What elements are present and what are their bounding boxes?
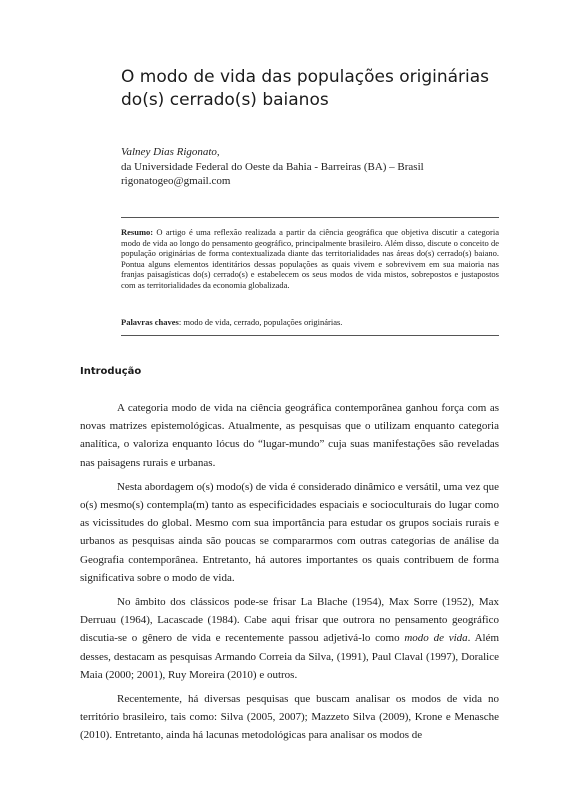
- body-text: [80, 399, 499, 751]
- paper-title: O modo de vida das populações originárias do(s) cerrado(s) baianos: [121, 67, 490, 110]
- section-heading-introduction: Introdução: [80, 366, 142, 377]
- author-name: Valney Dias Rigonato,: [121, 146, 220, 158]
- paragraph-3: [80, 593, 499, 684]
- author-affiliation: da Universidade Federal do Oeste da Bahia - Barreiras (BA) – Brasil: [121, 160, 424, 173]
- abstract-text: O artigo é uma reflexão realizada a partir da ciência geográfica que objetiva discutir a categoria modo de vida ao longo do pensamento geográfico, principalmente brasileiro. Além disso, discute o conceito de população originárias de forma contextualizada diante das territorialidades nas áreas do(s) cerrado(s) baiano. Pontua alguns elementos identitários dessas populações as quais vivem e sobrevivem em sua maioria nas franjas paisagísticas do(s) cerrado(s) e estabelecem os seus modos de vida mistos, sobrepostos e justapostos com as territorialidades da economia globalizada.: [121, 227, 499, 290]
- keywords-label: Palavras chaves: [121, 317, 179, 327]
- abstract-top-rule: [121, 217, 499, 218]
- keywords: [121, 317, 499, 328]
- paragraph-3-part-1: No âmbito dos clássicos pode-se frisar La Blache (1954), Max Sorre (1952), Max Derruau (1964), Lacascade (1984). Cabe aqui frisar que outrora no pensamento geográfico discutia-se o gênero de vida e recentemente passou adjetivá-lo como: [80, 596, 499, 645]
- paragraph-2: Nesta abordagem o(s) modo(s) de vida é considerado dinâmico e versátil, uma vez que o(s) mesmo(s) contempla(m) tanto as especificidades espaciais e socioculturais do lugar como as vicissitudes do global. Mesmo com sua importância para estudar os grupos sociais rurais e urbanos as pesquisas ainda são poucas se compararmos com outras categorias de análise da Geografia contemporânea. Entretanto, há autores importantes os quais contribuem de forma significativa sobre o modo de vida.: [80, 480, 499, 584]
- abstract: [121, 227, 499, 290]
- paragraph-3-part-2: . Além desses, destacam as pesquisas Armando Correia da Silva, (1991), Paul Claval (1997), Doralice Maia (2000; 2001), Ruy Moreira (2010) e outros.: [80, 632, 500, 681]
- paragraph-4: Recentemente, há diversas pesquisas que buscam analisar os modos de vida no território brasileiro, tais como: Silva (2005, 2007); Mazzeto Silva (2009), Krone e Menasche (2010). Entretanto, ainda há lacunas metodológicas para analisar os modos de: [80, 693, 499, 742]
- keywords-text: : modo de vida, cerrado, populações originárias.: [178, 317, 343, 327]
- paragraph-1: A categoria modo de vida na ciência geográfica contemporânea ganhou força com as novas matrizes epistemológicas. Atualmente, as pesquisas que o utilizam enquanto categoria analítica, o valoriza enquanto lócus do “lugar-mundo” cuja suas manifestações são reveladas nas paisagens rurais e urbanas.: [80, 402, 499, 469]
- abstract-bottom-rule: [121, 335, 499, 336]
- abstract-label: Resumo:: [121, 227, 154, 237]
- author-block: [121, 145, 521, 189]
- paragraph-3-italic-term: modo de vida: [404, 632, 468, 645]
- author-email[interactable]: rigonatogeo@gmail.com: [121, 175, 231, 187]
